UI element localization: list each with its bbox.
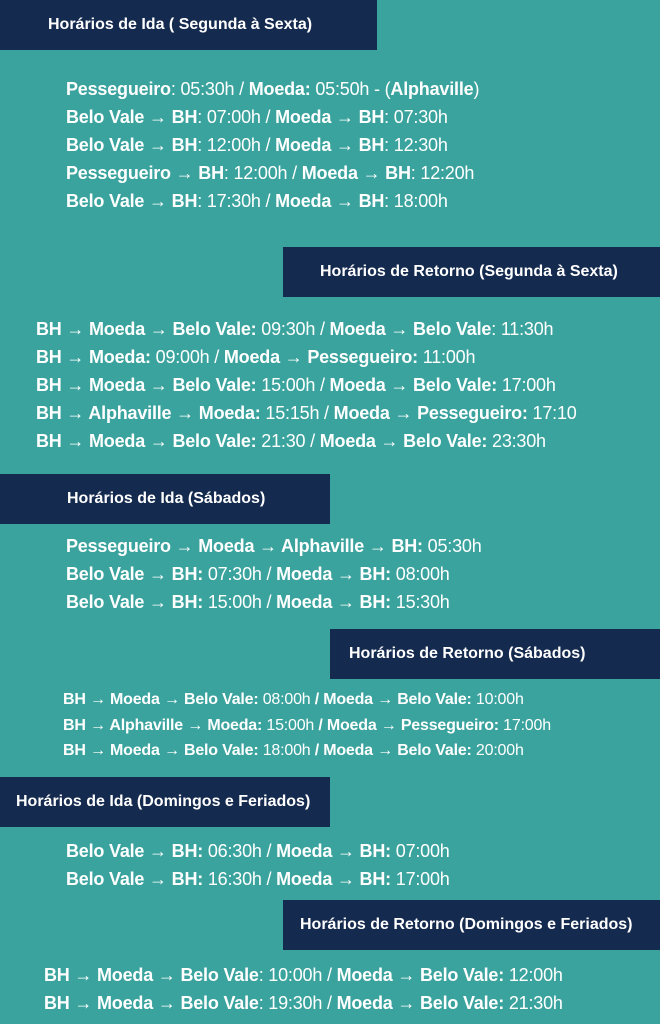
place-name: Belo Vale: xyxy=(397,742,472,759)
place-name: Belo Vale: xyxy=(419,965,505,985)
arrow-right-icon: → xyxy=(145,431,173,451)
arrow-right-icon: → xyxy=(153,993,181,1013)
time-text: 11:00h xyxy=(417,347,476,367)
arrow-right-icon: → xyxy=(144,869,172,889)
banner-title: Horários de Retorno (Segunda à Sexta) xyxy=(320,263,618,280)
place-name: BH xyxy=(36,403,62,423)
arrow-right-icon: → xyxy=(332,592,360,612)
arrow-right-icon: → xyxy=(145,375,173,395)
place-name: Alphaville xyxy=(281,536,365,556)
place-name: Moeda: xyxy=(207,716,263,734)
time-text: 17:10 xyxy=(527,403,577,423)
schedule-line xyxy=(66,532,482,560)
place-name: Belo Vale: xyxy=(184,691,259,708)
place-name: Alphaville xyxy=(88,403,172,423)
arrow-right-icon: → xyxy=(170,163,199,183)
place-name: BH: xyxy=(171,564,204,584)
arrow-right-icon: → xyxy=(332,564,360,584)
schedule-line xyxy=(36,315,577,343)
time-text: 08:00h xyxy=(258,691,315,708)
place-name: Belo Vale xyxy=(180,965,259,985)
schedule-line xyxy=(63,738,551,764)
schedule-retorno-semana xyxy=(36,315,577,455)
place-name: Moeda xyxy=(89,319,146,339)
place-name: Pessegueiro: xyxy=(400,716,499,734)
arrow-right-icon: → xyxy=(144,135,172,155)
place-name: Moeda xyxy=(329,319,386,339)
arrow-right-icon: → xyxy=(85,716,110,734)
place-name: Moeda xyxy=(275,191,332,211)
place-name: Moeda xyxy=(333,403,390,423)
place-name: BH xyxy=(358,135,385,155)
place-name: Alphaville xyxy=(109,716,184,734)
arrow-right-icon: → xyxy=(183,716,208,734)
banner-retorno-semana xyxy=(283,247,660,297)
arrow-right-icon: → xyxy=(153,965,181,985)
place-name: Belo Vale: xyxy=(172,431,257,451)
time-text: : 17:30h / xyxy=(197,191,276,211)
place-name: Alphaville xyxy=(390,79,474,99)
schedule-line xyxy=(63,687,551,713)
schedule-line xyxy=(36,371,577,399)
time-text: 16:30h / xyxy=(203,869,277,889)
banner-retorno-domingos xyxy=(283,900,660,950)
time-text: 21:30h xyxy=(504,993,563,1013)
time-text: 15:15h / xyxy=(260,403,334,423)
place-name: Moeda xyxy=(275,107,332,127)
place-name: Belo Vale: xyxy=(172,375,257,395)
place-name: Belo Vale xyxy=(66,135,145,155)
place-name: Pessegueiro xyxy=(66,79,171,99)
time-text: 12:00h xyxy=(504,965,563,985)
time-text: 21:30 / xyxy=(256,431,320,451)
place-name: BH xyxy=(44,965,70,985)
place-name: Moeda xyxy=(336,993,393,1013)
arrow-right-icon: → xyxy=(69,993,98,1013)
place-name: Moeda xyxy=(89,431,146,451)
place-name: Moeda xyxy=(276,564,333,584)
schedule-line xyxy=(44,961,563,989)
schedule-ida-semana xyxy=(66,75,479,215)
place-name: Belo Vale: xyxy=(419,993,505,1013)
place-name: BH xyxy=(358,107,385,127)
place-name: BH xyxy=(171,107,198,127)
place-name: BH xyxy=(63,691,86,708)
place-name: Pessegueiro xyxy=(66,163,171,183)
arrow-right-icon: → xyxy=(85,742,111,759)
place-name: BH: xyxy=(359,564,391,584)
place-name: / Moeda xyxy=(314,742,373,759)
arrow-right-icon: → xyxy=(332,869,360,889)
schedule-retorno-sabados xyxy=(63,687,551,764)
time-text: 17:00h xyxy=(497,375,556,395)
schedule-line xyxy=(36,399,577,427)
arrow-right-icon: → xyxy=(376,716,401,734)
time-text: 09:00h / xyxy=(150,347,224,367)
place-name: Belo Vale xyxy=(66,592,145,612)
place-name: Belo Vale xyxy=(66,107,145,127)
schedule-line xyxy=(66,588,482,616)
time-text: 18:00h xyxy=(258,742,315,759)
arrow-right-icon: → xyxy=(279,347,308,367)
arrow-right-icon: → xyxy=(61,431,90,451)
time-text: : 10:00h / xyxy=(258,965,337,985)
arrow-right-icon: → xyxy=(61,403,89,423)
schedule-line xyxy=(66,187,479,215)
banner-retorno-sabados xyxy=(330,629,660,679)
time-text: 15:00h / xyxy=(256,375,330,395)
place-name: Pessegueiro: xyxy=(307,347,418,367)
place-name: BH xyxy=(36,347,62,367)
time-text: : 07:30h xyxy=(384,107,448,127)
place-name: Moeda xyxy=(223,347,280,367)
place-name: BH xyxy=(171,135,198,155)
time-text: 15:30h xyxy=(390,592,450,612)
arrow-right-icon: → xyxy=(331,191,359,211)
arrow-right-icon: → xyxy=(392,965,420,985)
time-text: : 12:30h xyxy=(384,135,448,155)
schedule-line xyxy=(36,427,577,455)
place-name: Moeda xyxy=(276,592,333,612)
arrow-right-icon: → xyxy=(170,536,199,556)
place-name: Moeda xyxy=(97,993,154,1013)
place-name: BH: xyxy=(171,592,204,612)
place-name: / Moeda xyxy=(318,716,377,734)
place-name: Belo Vale: xyxy=(403,431,488,451)
place-name: BH xyxy=(44,993,70,1013)
arrow-right-icon: → xyxy=(159,691,184,708)
arrow-right-icon: → xyxy=(389,403,418,423)
place-name: Moeda xyxy=(110,691,160,708)
time-text: 15:00h / xyxy=(203,592,277,612)
arrow-right-icon: → xyxy=(372,742,398,759)
schedule-line xyxy=(66,560,482,588)
arrow-right-icon: → xyxy=(385,375,413,395)
arrow-right-icon: → xyxy=(331,135,359,155)
place-name: BH xyxy=(63,742,86,759)
time-text: : 07:00h / xyxy=(197,107,276,127)
arrow-right-icon: → xyxy=(385,319,413,339)
place-name: Moeda xyxy=(198,536,255,556)
place-name: BH xyxy=(36,375,62,395)
time-text: 08:00h xyxy=(390,564,450,584)
schedule-line xyxy=(66,131,479,159)
time-text: : 12:00h / xyxy=(197,135,276,155)
place-name: Moeda xyxy=(276,869,333,889)
place-name: Moeda: xyxy=(198,403,261,423)
arrow-right-icon: → xyxy=(144,564,172,584)
place-name: Belo Vale xyxy=(66,841,145,861)
time-text: : 11:30h xyxy=(491,319,554,339)
place-name: Belo Vale: xyxy=(397,691,472,708)
arrow-right-icon: → xyxy=(171,403,199,423)
banner-title: Horários de Ida ( Segunda à Sexta) xyxy=(48,16,313,33)
schedule-line xyxy=(66,159,479,187)
place-name: Moeda xyxy=(275,135,332,155)
place-name: BH: xyxy=(359,841,391,861)
place-name: Moeda xyxy=(319,431,376,451)
time-text: 07:30h / xyxy=(203,564,277,584)
place-name: BH: xyxy=(359,592,391,612)
place-name: Belo Vale xyxy=(180,993,259,1013)
schedule-line xyxy=(66,75,479,103)
time-text: 05:30h xyxy=(422,536,482,556)
schedule-ida-sabados xyxy=(66,532,482,616)
place-name: Belo Vale: xyxy=(172,319,257,339)
schedule-line xyxy=(44,989,563,1017)
arrow-right-icon: → xyxy=(254,536,282,556)
banner-title: Horários de Ida (Domingos e Feriados) xyxy=(16,793,311,810)
arrow-right-icon: → xyxy=(375,431,404,451)
place-name: BH xyxy=(36,431,62,451)
place-name: BH: xyxy=(171,841,204,861)
banner-title: Horários de Ida (Sábados) xyxy=(67,490,266,507)
place-name: BH xyxy=(36,319,62,339)
place-name: / Moeda xyxy=(314,691,373,708)
arrow-right-icon: → xyxy=(357,163,386,183)
schedule-line xyxy=(66,837,450,865)
arrow-right-icon: → xyxy=(144,191,172,211)
place-name: BH xyxy=(198,163,224,183)
place-name: Moeda xyxy=(110,742,160,759)
schedule-ida-domingos xyxy=(66,837,450,893)
banner-ida-sabados xyxy=(0,474,330,524)
time-text: ) xyxy=(473,79,480,99)
arrow-right-icon: → xyxy=(61,375,90,395)
place-name: BH: xyxy=(171,869,204,889)
time-text: 05:50h - ( xyxy=(310,79,391,99)
time-text: : 12:00h / xyxy=(223,163,302,183)
place-name: Moeda xyxy=(89,375,146,395)
arrow-right-icon: → xyxy=(159,742,184,759)
time-text: : 19:30h / xyxy=(258,993,337,1013)
schedule-line xyxy=(66,103,479,131)
time-text: 15:00h xyxy=(262,716,319,734)
arrow-right-icon: → xyxy=(364,536,392,556)
place-name: Pessegueiro: xyxy=(417,403,528,423)
time-text: 17:00h xyxy=(390,869,450,889)
place-name: BH: xyxy=(391,536,423,556)
arrow-right-icon: → xyxy=(61,319,90,339)
place-name: Moeda xyxy=(276,841,333,861)
place-name: Moeda: xyxy=(248,79,311,99)
place-name: Moeda xyxy=(329,375,386,395)
arrow-right-icon: → xyxy=(69,965,98,985)
schedule-line xyxy=(63,713,551,739)
arrow-right-icon: → xyxy=(144,841,172,861)
banner-title: Horários de Retorno (Sábados) xyxy=(349,645,586,662)
place-name: BH xyxy=(358,191,385,211)
place-name: Belo Vale xyxy=(66,564,145,584)
place-name: Pessegueiro xyxy=(66,536,171,556)
arrow-right-icon: → xyxy=(332,841,360,861)
time-text: 23:30h xyxy=(487,431,546,451)
place-name: Moeda: xyxy=(89,347,151,367)
place-name: Belo Vale: xyxy=(412,375,498,395)
place-name: BH xyxy=(385,163,411,183)
time-text: : 12:20h xyxy=(410,163,475,183)
time-text: 06:30h / xyxy=(203,841,277,861)
arrow-right-icon: → xyxy=(85,691,111,708)
place-name: BH: xyxy=(359,869,391,889)
arrow-right-icon: → xyxy=(144,592,172,612)
arrow-right-icon: → xyxy=(145,319,173,339)
arrow-right-icon: → xyxy=(372,691,398,708)
time-text: : 18:00h xyxy=(384,191,448,211)
place-name: BH xyxy=(63,716,86,734)
arrow-right-icon: → xyxy=(144,107,172,127)
schedule-line xyxy=(36,343,577,371)
arrow-right-icon: → xyxy=(61,347,90,367)
place-name: Belo Vale xyxy=(66,869,145,889)
place-name: Belo Vale xyxy=(66,191,145,211)
time-text: : 05:30h / xyxy=(170,79,249,99)
place-name: Moeda xyxy=(336,965,393,985)
arrow-right-icon: → xyxy=(392,993,420,1013)
place-name: Moeda xyxy=(301,163,358,183)
time-text: 07:00h xyxy=(390,841,450,861)
schedule-line xyxy=(66,865,450,893)
place-name: BH xyxy=(171,191,198,211)
schedule-retorno-domingos xyxy=(44,961,563,1017)
banner-title: Horários de Retorno (Domingos e Feriados) xyxy=(300,916,633,933)
banner-ida-semana xyxy=(0,0,377,50)
time-text: 20:00h xyxy=(471,742,524,759)
time-text: 09:30h / xyxy=(256,319,330,339)
arrow-right-icon: → xyxy=(331,107,359,127)
place-name: Belo Vale xyxy=(412,319,492,339)
time-text: 17:00h xyxy=(498,716,551,734)
place-name: Belo Vale: xyxy=(184,742,259,759)
time-text: 10:00h xyxy=(471,691,524,708)
banner-ida-domingos xyxy=(0,777,330,827)
place-name: Moeda xyxy=(97,965,154,985)
